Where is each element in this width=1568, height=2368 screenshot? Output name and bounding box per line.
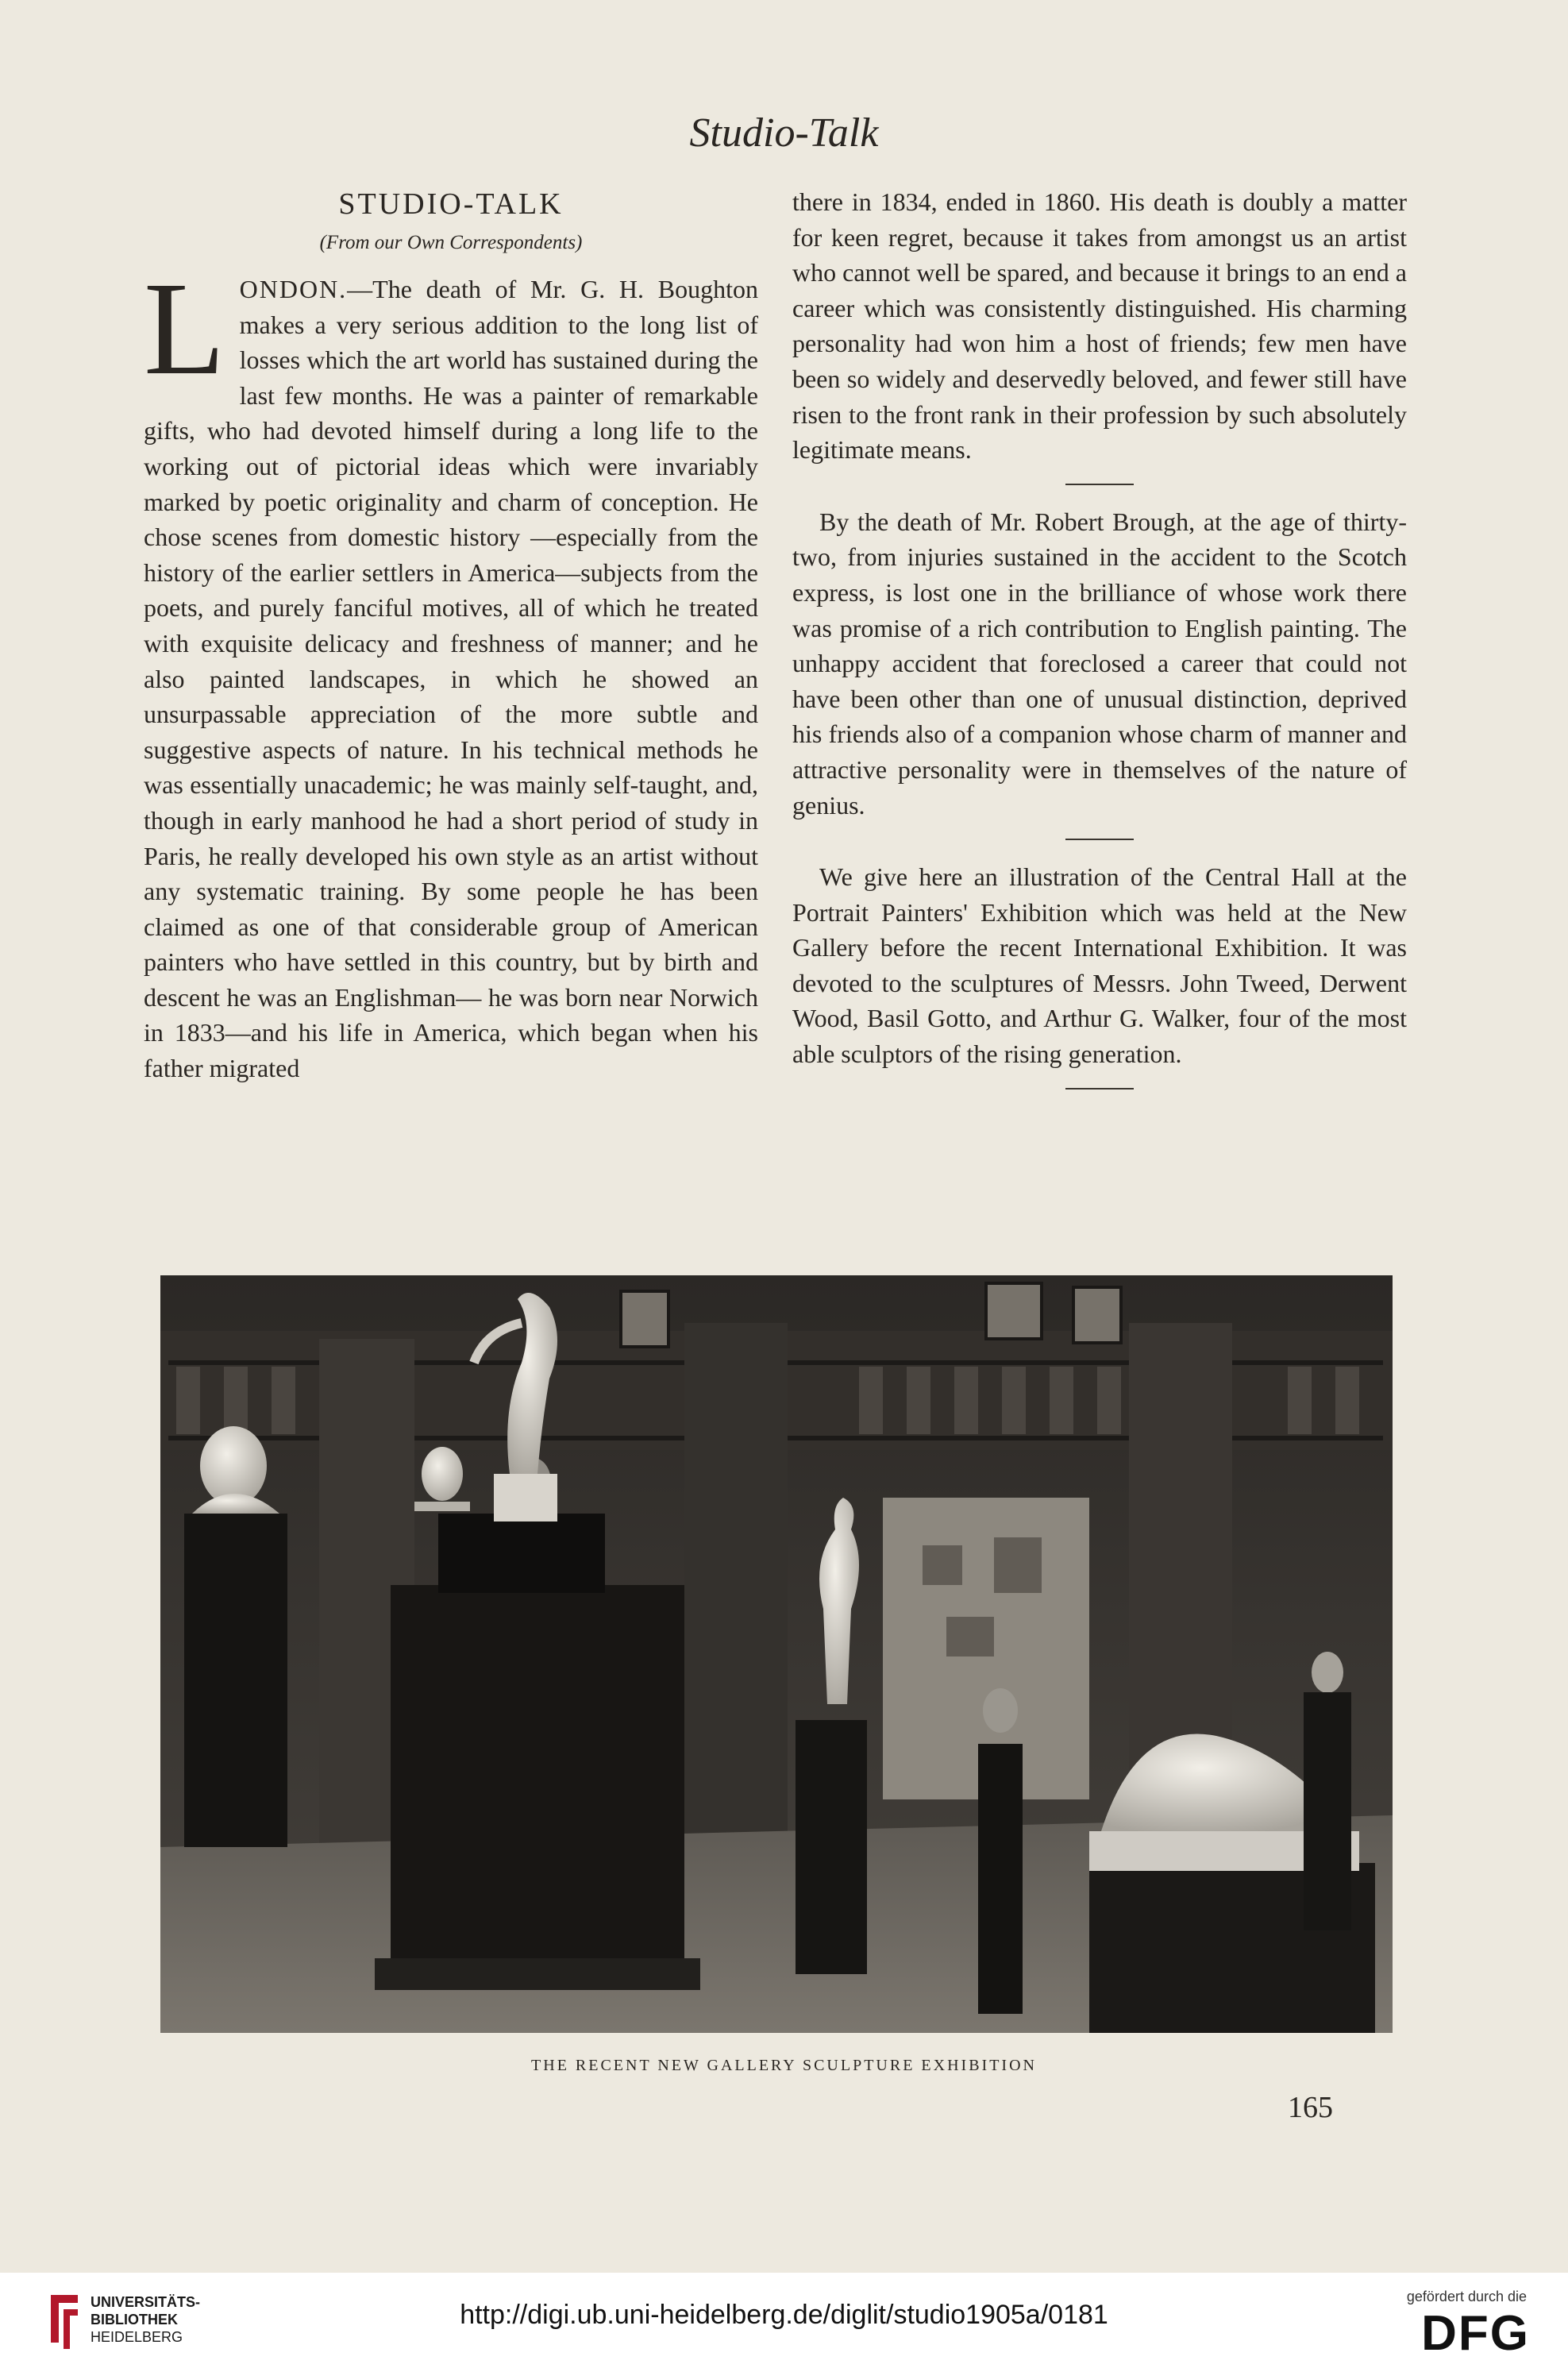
source-url[interactable]: http://digi.ub.uni-heidelberg.de/diglit/studio1905a/0181 (460, 2300, 1108, 2330)
left-column (144, 184, 758, 1086)
section-subtitle: (From our Own Correspondents) (319, 232, 583, 253)
boughton-paragraph (144, 255, 758, 1086)
right-column (792, 184, 1407, 1109)
lead-word: ONDON. (239, 275, 348, 303)
section-divider (1065, 484, 1134, 485)
section-title: STUDIO-TALK (338, 187, 564, 221)
sculpture-hall-image (160, 1275, 1393, 2033)
gallery-paragraph: We give here an illustration of the Central Hall at the Portrait Painters' Exhibition which was held at the New Gallery before the recent International Exhibition. It was devoted to the sculptures of Messrs. John Tweed, Derwent Wood, Basil Gotto, and Arthur G. Walker, four of the most able sculptors of the rising generation. (792, 862, 1407, 1069)
boughton-paragraph-continued: there in 1834, ended in 1860. His death is doubly a matter for keen regret, because it takes from amongst us an artist who cannot well be spared, and because it brings to an end a career which was consistently distinguished. His charming personality had won him a host of friends; few men have been so widely and deservedly beloved, and fewer still have risen to the front rank in their profession by such absolutely legitimate means. (792, 187, 1407, 465)
section-divider (1065, 1088, 1134, 1090)
drop-cap: L (144, 255, 225, 403)
library-name-line: HEIDELBERG (91, 2329, 183, 2345)
library-name-line: BIBLIOTHEK (91, 2312, 178, 2328)
page-number: 165 (1288, 2091, 1333, 2124)
digitization-footer (0, 2273, 1568, 2368)
section-divider (1065, 839, 1134, 840)
boughton-paragraph-text: —The death of Mr. G. H. Boughton makes a very serious addition to the long list of losses which the art world has sustained during the last few months. He was a painter of remarkable gifts, who had devoted himself during a long life to the working out of pictorial ideas which were invariably marked by poetic originality and charm of conception. He chose scenes from domestic history —especially from the history of the earlier settlers in America—subjects from the poets, and purely fanciful motives, all of which he treated with exquisite delicacy and freshness of manner; and he also painted landscapes, in which he showed an unsurpassable appreciation of the more subtle and suggestive aspects of nature. In his technical methods he was essentially unacademic; he was mainly self-taught, and, though in early manhood he had a short period of study in Paris, he really developed his own style as an artist without any systematic training. By some people he has been claimed as one of that considerable group of American painters who have settled in this country, but by birth and descent he was an Englishman— he was born near Norwich in 1833—and his life in America, which began when his father migrated (144, 275, 758, 1083)
figure-caption: THE RECENT NEW GALLERY SCULPTURE EXHIBITION (531, 2057, 1037, 2074)
dfg-logo: DFG (1421, 2306, 1530, 2361)
running-head: Studio-Talk (689, 110, 879, 156)
funding-note: gefördert durch die (1406, 2289, 1527, 2304)
brough-paragraph: By the death of Mr. Robert Brough, at the age of thirty-two, from injuries sustained in the accident to the Scotch express, is lost one in the brilliance of whose work there was promise of a rich contribution to English painting. The unhappy accident that foreclosed a career that could not have been other than one of unusual distinction, deprived his friends also of a companion whose charm of manner and attractive personality were in themselves of the nature of genius. (792, 507, 1407, 820)
library-name-line: UNIVERSITÄTS- (91, 2294, 201, 2310)
gallery-photograph (160, 1275, 1393, 2033)
